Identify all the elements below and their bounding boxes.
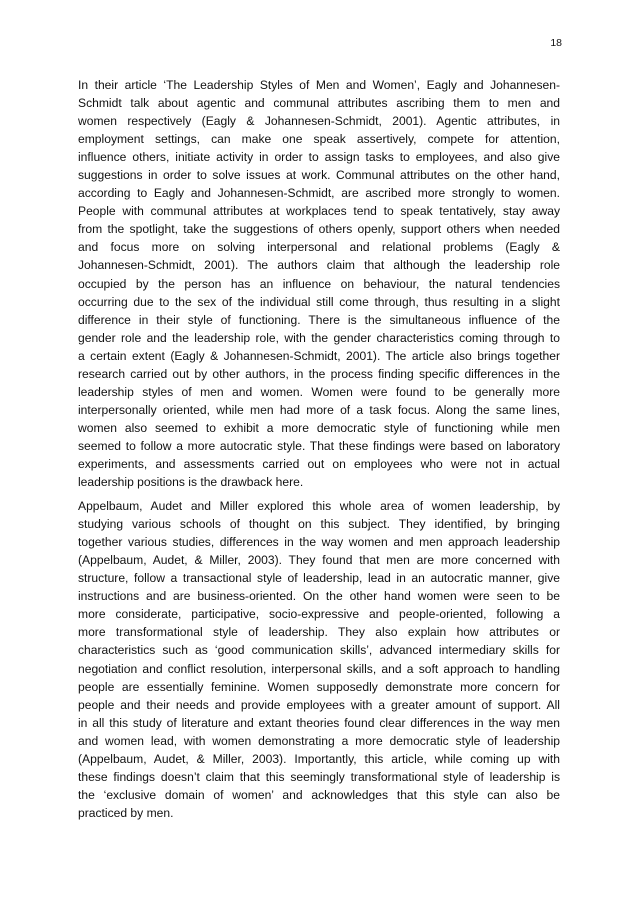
- body-text: [78, 76, 560, 822]
- text-line: the ‘exclusive domain of women’ and acknowledges that this style can also be: [78, 787, 560, 802]
- text-line: interpersonally oriented, while men had more of a task focus. Along the same lines,: [78, 402, 560, 417]
- text-line: Johannesen-Schmidt, 2001). The authors claim that although the leadership role: [78, 258, 560, 273]
- text-line: occurring due to the sex of the individual still come through, thus resulting in a slight: [78, 294, 560, 309]
- text-line: and women lead, with women demonstrating a more democratic style of leadership: [78, 733, 560, 748]
- text-line: occupied by the person has an influence on behaviour, the natural tendencies: [78, 276, 560, 291]
- text-line: from the spotlight, take the suggestions of others openly, support others when needed: [78, 222, 560, 237]
- text-line: together various studies, differences in the way women and men approach leadership: [78, 535, 560, 550]
- text-line: more considerate, participative, socio-expressive and people-oriented, following a: [78, 607, 560, 622]
- text-line: more transformational style of leadership. They also explain how attributes or: [78, 625, 560, 640]
- text-line: influence others, initiate activity in order to assign tasks to employees, and also give: [78, 150, 560, 165]
- text-line: according to Eagly and Johannesen-Schmidt, are ascribed more strongly to women.: [78, 186, 560, 201]
- text-line: these findings doesn’t claim that this seemingly transformational style of leadership is: [78, 769, 560, 784]
- text-line: gender role and the leadership role, with the gender characteristics coming through to: [78, 330, 560, 345]
- text-line: People with communal attributes at workplaces tend to speak tentatively, stay away: [78, 204, 560, 219]
- text-line: characteristics such as ‘good communication skills’, advanced intermediary skills for: [78, 643, 560, 658]
- text-line: women also seemed to exhibit a more democratic style of functioning while men: [78, 420, 560, 435]
- paragraph-2: [78, 497, 560, 822]
- text-line: seemed to follow a more autocratic style. That these findings were based on laboratory: [78, 438, 560, 453]
- text-line: Appelbaum, Audet and Miller explored this whole area of women leadership, by: [78, 499, 560, 514]
- text-line: people and their needs and provide employees with a greater amount of support. All: [78, 697, 560, 712]
- text-line: employment settings, can make one speak assertively, compete for attention,: [78, 132, 560, 147]
- text-line: In their article ‘The Leadership Styles of Men and Women’, Eagly and Johannesen-: [78, 78, 560, 92]
- paragraph-1: [78, 76, 560, 491]
- text-line: studying various schools of thought on this subject. They identified, by bringing: [78, 517, 560, 532]
- text-line: difference in their style of functioning. There is the simultaneous influence of the: [78, 312, 560, 327]
- text-line: women respectively (Eagly & Johannesen-Schmidt, 2001). Agentic attributes, in: [78, 114, 560, 129]
- text-line: negotiation and conflict resolution, interpersonal skills, and a soft approach to handling: [78, 661, 560, 676]
- text-line: a certain extent (Eagly & Johannesen-Schmidt, 2001). The article also brings together: [78, 348, 560, 363]
- page-number: 18: [550, 37, 562, 49]
- text-line: research carried out by other authors, in the process finding specific differences in the: [78, 366, 560, 381]
- text-line: suggestions in order to solve issues at work. Communal attributes on the other hand,: [78, 168, 560, 183]
- text-line: (Appelbaum, Audet, & Miller, 2003). They found that men are more concerned with: [78, 553, 560, 568]
- text-line: Schmidt talk about agentic and communal attributes ascribing them to men and: [78, 96, 560, 111]
- text-line: practiced by men.: [78, 805, 174, 820]
- text-line: people are essentially feminine. Women supposedly demonstrate more concern for: [78, 679, 560, 694]
- text-line: experiments, and assessments carried out on employees who were not in actual: [78, 456, 560, 471]
- text-line: instructions and are business-oriented. On the other hand women were seen to be: [78, 589, 560, 604]
- text-line: (Appelbaum, Audet, & Miller, 2003). Importantly, this article, while coming up with: [78, 751, 560, 766]
- text-line: leadership styles of men and women. Women were found to be generally more: [78, 384, 560, 399]
- text-line: and focus more on solving interpersonal and relational problems (Eagly &: [78, 240, 560, 255]
- text-line: leadership positions is the drawback here.: [78, 475, 304, 490]
- text-line: in all this study of literature and extant theories found clear differences in the way men: [78, 715, 560, 730]
- text-line: structure, follow a transactional style of leadership, lead in an autocratic manner, give: [78, 571, 560, 586]
